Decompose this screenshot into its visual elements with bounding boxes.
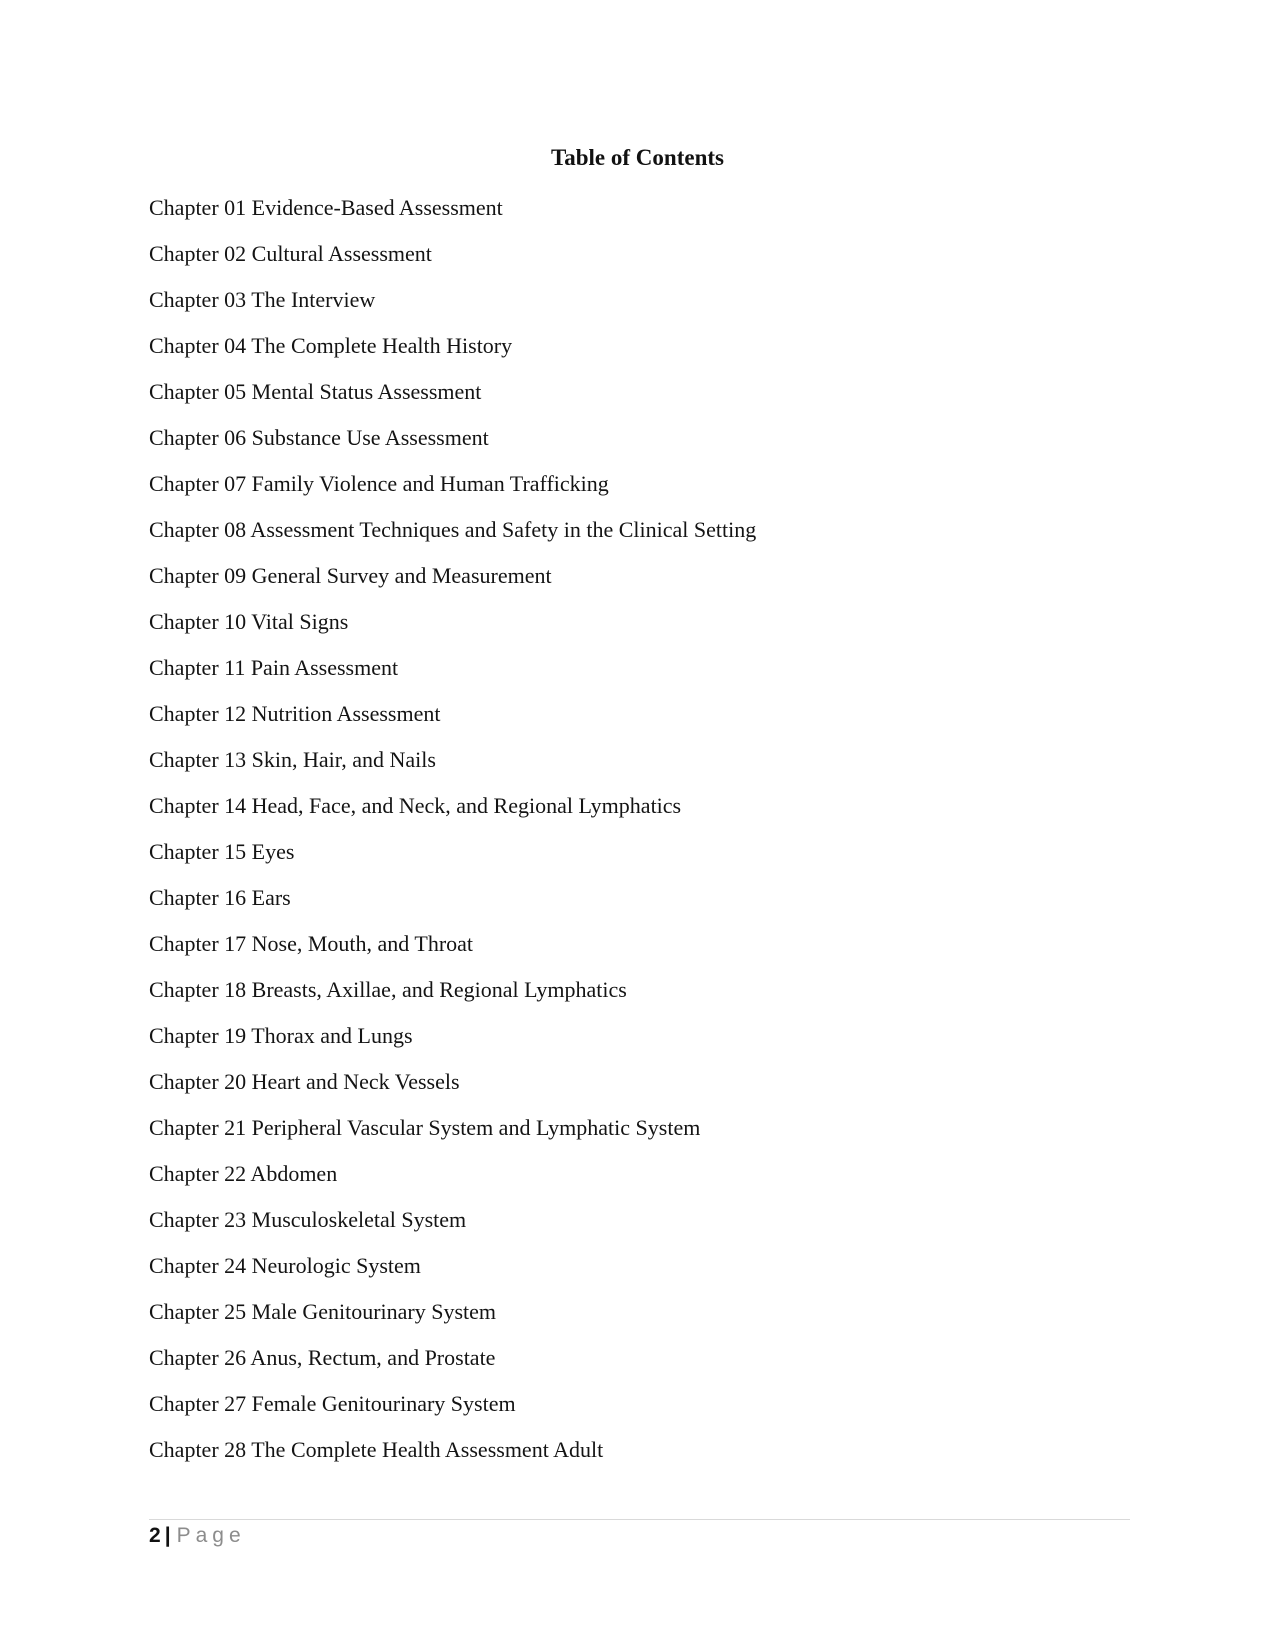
toc-item: Chapter 07 Family Violence and Human Trafficking (149, 471, 609, 496)
toc-item: Chapter 03 The Interview (149, 287, 376, 312)
toc-item: Chapter 09 General Survey and Measurement (149, 563, 552, 588)
toc-item: Chapter 06 Substance Use Assessment (149, 425, 489, 450)
toc-item: Chapter 10 Vital Signs (149, 609, 349, 634)
footer-divider (149, 1519, 1130, 1520)
toc-item: Chapter 26 Anus, Rectum, and Prostate (149, 1345, 496, 1370)
toc-item: Chapter 11 Pain Assessment (149, 655, 399, 680)
toc-item: Chapter 23 Musculoskeletal System (149, 1207, 467, 1232)
page-number: 2 (149, 1524, 161, 1547)
toc-item: Chapter 14 Head, Face, and Neck, and Regional Lymphatics (149, 793, 682, 818)
toc-item: Chapter 19 Thorax and Lungs (149, 1023, 413, 1048)
toc-item: Chapter 28 The Complete Health Assessment Adult (149, 1437, 604, 1462)
toc-item: Chapter 08 Assessment Techniques and Safety in the Clinical Setting (149, 517, 757, 542)
toc-item: Chapter 17 Nose, Mouth, and Throat (149, 931, 474, 956)
toc-item: Chapter 05 Mental Status Assessment (149, 379, 482, 404)
toc-item: Chapter 02 Cultural Assessment (149, 241, 432, 266)
page-footer (149, 1522, 246, 1550)
toc-item: Chapter 20 Heart and Neck Vessels (149, 1069, 460, 1094)
page-label: Page (176, 1524, 246, 1547)
toc-item: Chapter 04 The Complete Health History (149, 333, 513, 358)
toc-item: Chapter 12 Nutrition Assessment (149, 701, 441, 726)
toc-item: Chapter 27 Female Genitourinary System (149, 1391, 516, 1416)
toc-item: Chapter 21 Peripheral Vascular System and Lymphatic System (149, 1115, 701, 1140)
toc-item: Chapter 18 Breasts, Axillae, and Regional Lymphatics (149, 977, 627, 1002)
footer-separator: | (164, 1524, 171, 1547)
toc-item: Chapter 22 Abdomen (149, 1161, 338, 1186)
page-title: Table of Contents (551, 145, 724, 170)
toc-list (149, 195, 756, 1483)
toc-item: Chapter 25 Male Genitourinary System (149, 1299, 497, 1324)
toc-item: Chapter 01 Evidence-Based Assessment (149, 195, 503, 220)
toc-item: Chapter 15 Eyes (149, 839, 295, 864)
toc-item: Chapter 13 Skin, Hair, and Nails (149, 747, 436, 772)
toc-item: Chapter 24 Neurologic System (149, 1253, 421, 1278)
toc-item: Chapter 16 Ears (149, 885, 291, 910)
